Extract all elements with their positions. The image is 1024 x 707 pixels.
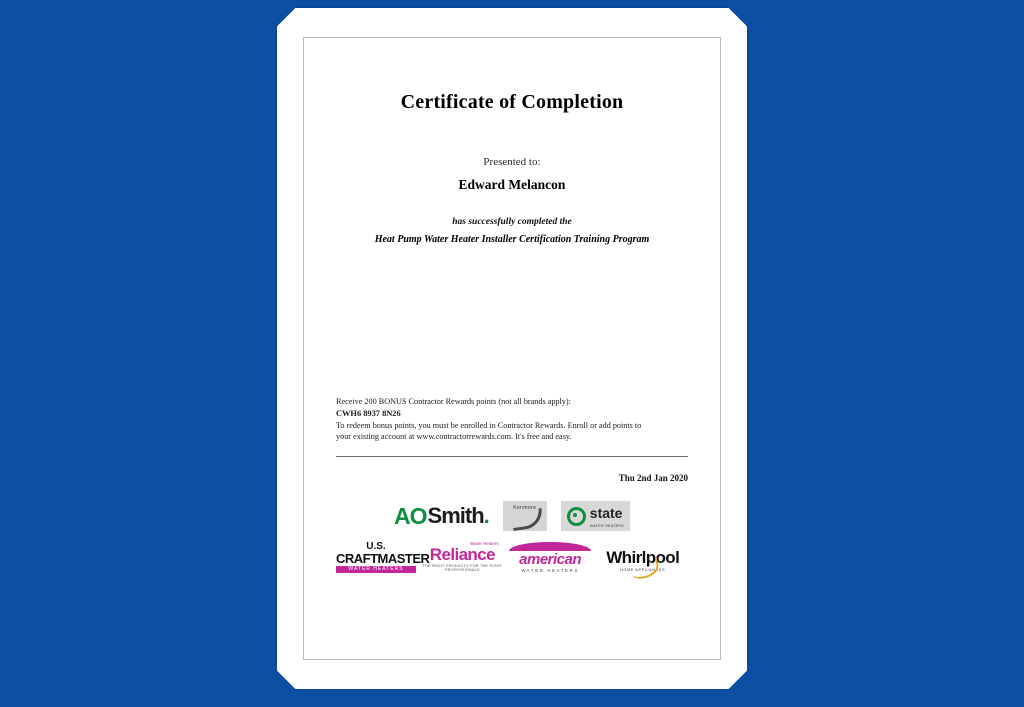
bonus-points-block (336, 396, 688, 443)
state-logo-subtext: WATER HEATERS (589, 523, 624, 528)
brand-logo-row-1 (336, 501, 688, 531)
bonus-line-1: Receive 200 BONUS Contractor Rewards points (not all brands apply): (336, 397, 571, 406)
ao-smith-logo-smith: Smith (427, 503, 484, 528)
us-craftmaster-logo-tagline: WATER HEATERS (336, 566, 416, 573)
kenmore-logo-text: Kenmore (513, 505, 537, 511)
kenmore-logo (503, 501, 547, 531)
brand-logo-row-2 (336, 537, 688, 573)
american-logo-tagline: WATER HEATERS (521, 567, 579, 573)
program-name: Heat Pump Water Heater Installer Certification Training Program (374, 234, 650, 245)
american-logo-name: american (519, 550, 582, 568)
presented-to-label: Presented to: (483, 156, 541, 168)
state-logo-text: state (589, 504, 623, 521)
american-logo (509, 542, 592, 573)
corner-notch-bottom-left (259, 671, 296, 707)
corner-notch-bottom-right (729, 671, 766, 707)
page-title: Certificate of Completion (400, 91, 624, 113)
us-craftmaster-logo-us: U.S. (366, 541, 386, 552)
ao-smith-logo-dot: . (483, 503, 489, 528)
corner-notch-top-right (729, 0, 766, 26)
bonus-line-2: To redeem bonus points, you must be enrolled in Contractor Rewards. Enroll or add points to (336, 420, 642, 430)
certificate-content (304, 38, 720, 659)
us-craftmaster-logo (336, 537, 430, 573)
reliance-logo-name: Reliance (429, 545, 495, 565)
bonus-line-3: your existing account at www.contractorrewards.com. It's free and easy. (336, 432, 572, 442)
brand-logo-area (336, 501, 688, 573)
whirlpool-logo (597, 549, 688, 573)
american-swoop-icon (509, 542, 592, 551)
reliance-logo-subbrand: Water Heaters (469, 540, 499, 546)
corner-notch-top-left (259, 0, 296, 26)
whirlpool-logo-tagline: HOME APPLIANCES (620, 568, 666, 573)
ao-smith-logo-ao: AO (394, 502, 427, 529)
kenmore-swoosh-icon (511, 508, 544, 531)
state-ring-icon (567, 507, 586, 526)
whirlpool-swirl-icon (630, 557, 661, 580)
us-craftmaster-logo-name: CRAFTMASTER (336, 551, 430, 566)
recipient-name: Edward Melancon (458, 177, 566, 192)
completion-statement: has successfully completed the (452, 217, 572, 227)
divider (336, 456, 688, 457)
bonus-code: CWH6 8937 8N26 (336, 408, 401, 418)
whirlpool-logo-name: Whirlpool (606, 548, 680, 568)
reliance-logo (422, 542, 503, 573)
ao-smith-logo (394, 501, 489, 531)
reliance-logo-tagline: THE RIGHT PRODUCTS FOR THE RIGHT PROFESSIONALS (422, 564, 503, 573)
state-logo (561, 501, 630, 531)
certificate-inner-border (303, 37, 721, 660)
issue-date: Thu 2nd Jan 2020 (618, 473, 688, 483)
certificate-sheet (277, 8, 747, 689)
